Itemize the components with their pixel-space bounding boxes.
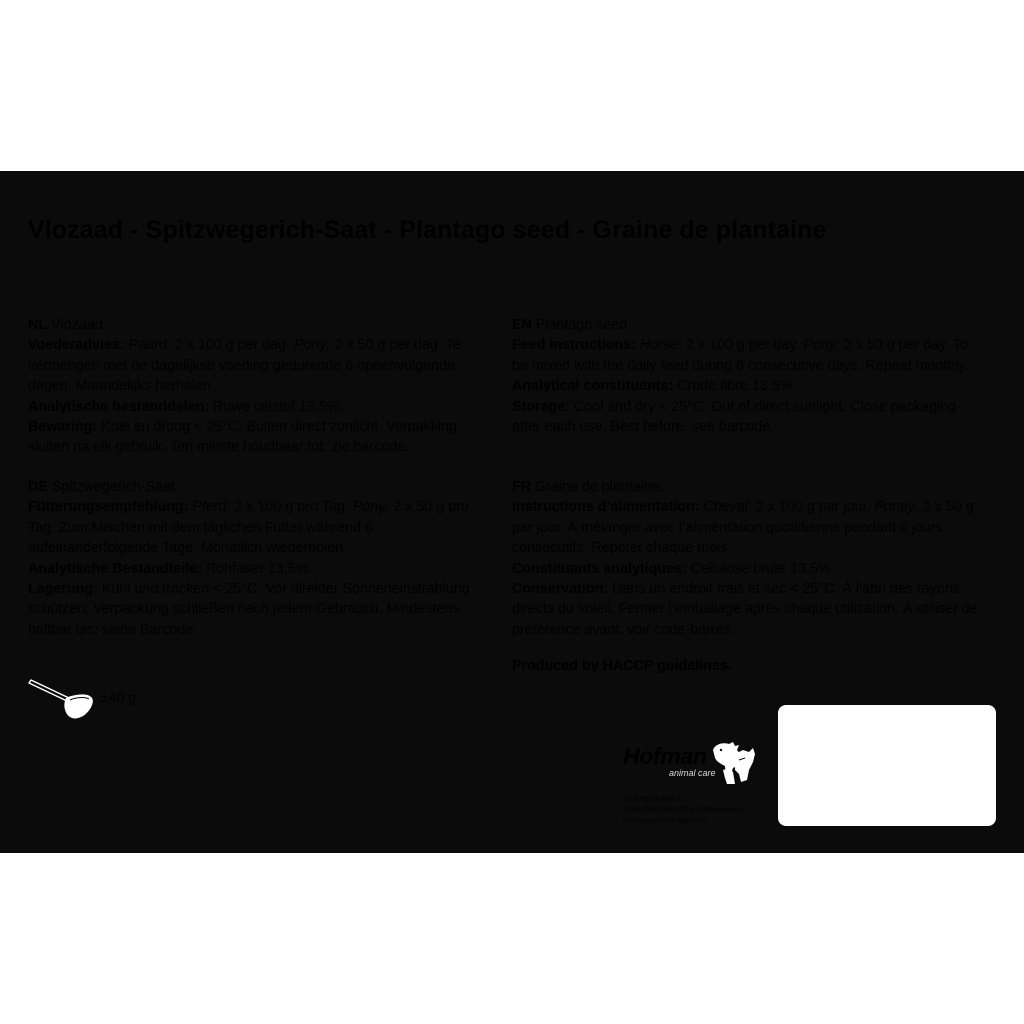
horse-cow-dog-icon bbox=[709, 740, 757, 786]
de-product-name: Spitzwegerich-Saat. bbox=[51, 479, 180, 495]
nl-feed-amount1: 2 x 100 g per dag. bbox=[174, 337, 291, 354]
brand-tagline: animal care bbox=[669, 768, 716, 778]
nl-storage-line bbox=[28, 417, 498, 458]
section-en bbox=[512, 315, 982, 437]
measuring-scoop-icon bbox=[26, 673, 96, 726]
brand-name: Hofman bbox=[623, 743, 707, 769]
de-feed-animal1: Pferd: bbox=[192, 499, 231, 516]
company-address bbox=[623, 793, 744, 826]
en-storage-line bbox=[512, 397, 982, 438]
en-feed-amount2: 2 x 50 g per day. To be mixed with the daily feed during 6 consecutive days. Repeat monthly. bbox=[512, 337, 969, 374]
nl-analysis-line bbox=[28, 397, 498, 417]
de-feed-line bbox=[28, 497, 498, 558]
de-storage-value: Kühl und trocken < 25°C. Vor direkter Sonneneinstrahlung schützen. Verpackung schließen nach jedem Gebrauch. Mindestens haltbar bis: siehe Barcode. bbox=[28, 581, 470, 638]
section-de bbox=[28, 477, 498, 640]
fr-product-name: Graine de plantaine. bbox=[535, 479, 664, 495]
address-city: 7468 DM Enter (The Netherlands) bbox=[623, 805, 744, 814]
nl-name-line bbox=[28, 315, 498, 335]
haccp-statement: Produced by HACCP guidelines. bbox=[512, 658, 732, 674]
fr-feed-amount2: 2 x 50 g par jour. À mélanger avec l’alimentation quotidienne pendant 6 jours consécutifs. Répéter chaque mois. bbox=[512, 499, 974, 557]
fr-name-line bbox=[512, 477, 982, 497]
en-name-line bbox=[512, 315, 982, 335]
nl-analysis-label: Analytische bestanddelen: bbox=[28, 398, 210, 415]
en-feed-animal2: Pony: bbox=[803, 337, 840, 354]
fr-storage-line bbox=[512, 579, 982, 640]
nl-feed-line bbox=[28, 335, 498, 396]
en-storage-label: Storage: bbox=[512, 398, 570, 415]
fr-feed-line bbox=[512, 497, 982, 558]
fr-feed-amount1: 2 x 100 g par jour. bbox=[755, 499, 871, 516]
en-analysis-label: Analytical constituents: bbox=[512, 378, 674, 395]
de-name-line bbox=[28, 477, 498, 497]
nl-feed-amount2: 2 x 50 g per dag. Te vermengen met de dagelijkse voeding gedurende 6 opeenvolgende dagen. Maandelijks herhalen. bbox=[28, 337, 461, 395]
de-storage-line bbox=[28, 579, 498, 640]
en-feed-line bbox=[512, 335, 982, 376]
nl-product-name: Vlozaad. bbox=[51, 317, 107, 333]
section-fr bbox=[512, 477, 982, 640]
en-product-name: Plantago seed. bbox=[535, 317, 632, 333]
nl-storage-label: Bewaring: bbox=[28, 419, 98, 436]
section-nl bbox=[28, 315, 498, 458]
de-feed-animal2: Pony: bbox=[352, 499, 390, 516]
en-feed-amount1: 2 x 100 g per day. bbox=[686, 337, 800, 354]
fr-feed-animal1: Cheval: bbox=[703, 499, 752, 516]
fr-storage-label: Conservation: bbox=[512, 581, 609, 598]
company-website: hofmananimalcare.com bbox=[623, 816, 707, 825]
de-analysis-label: Analytische Bestandteile: bbox=[28, 560, 202, 577]
de-analysis-line bbox=[28, 559, 498, 579]
nl-feed-animal1: Paard: bbox=[128, 337, 171, 354]
nl-feed-label: Voederadvies: bbox=[28, 337, 125, 354]
product-title: Vlozaad - Spitzwegerich-Saat - Plantago seed - Graine de plantaine bbox=[28, 216, 827, 244]
fr-analysis-value: Cellulose brute 13,5%. bbox=[690, 560, 835, 577]
fr-storage-value: Dans un endroit frais et sec < 25°C. À l’abri des rayons directs du soleil. Fermer l’emballage après chaque utilisation. À utiliser de préférence avant: voir code-barres. bbox=[512, 581, 978, 638]
de-lang-code: DE bbox=[28, 479, 48, 495]
fr-feed-label: Instructions d’alimentation: bbox=[512, 499, 700, 516]
de-storage-label: Lagerung: bbox=[28, 581, 98, 598]
en-storage-value: Cool and dry < 25°C. Out of direct sunlight. Close packaging after each use. Best before: see barcode. bbox=[512, 398, 957, 436]
nl-lang-code: NL bbox=[28, 317, 48, 333]
en-feed-label: Feed instructions: bbox=[512, 337, 636, 354]
en-feed-animal1: Horse: bbox=[639, 337, 683, 354]
nl-storage-value: Koel en droog < 25°C. Buiten direct zonlicht. Verpakking sluiten na elk gebruik. Ten minste houdbaar tot: zie barcode. bbox=[28, 419, 457, 456]
address-street: De Leemkoele 2 bbox=[623, 794, 682, 803]
fr-feed-animal2: Poney: bbox=[874, 499, 919, 516]
nl-feed-animal2: Pony: bbox=[294, 337, 331, 354]
de-analysis-value: Rohfaser 13,5%. bbox=[205, 560, 313, 577]
nl-analysis-value: Ruwe celstof 13,5%. bbox=[213, 398, 344, 415]
barcode-area bbox=[778, 705, 996, 826]
en-analysis-value: Crude fibre 13.5%. bbox=[677, 378, 797, 395]
en-lang-code: EN bbox=[512, 317, 532, 333]
de-feed-label: Fütterungsempfehlung: bbox=[28, 499, 189, 516]
fr-analysis-line bbox=[512, 559, 982, 579]
fr-analysis-label: Constituants analytiques: bbox=[512, 560, 687, 577]
de-feed-amount2: 2 x 50 g pro Tag. Zum Mischen mit dem täglichen Futter während 6 aufeinanderfolgende Tage. Monatlich wiederholen. bbox=[28, 499, 469, 557]
en-analysis-line bbox=[512, 376, 982, 396]
de-feed-amount1: 2 x 100 g pro Tag. bbox=[234, 499, 349, 516]
scoop-amount: ±40 g bbox=[101, 689, 136, 705]
fr-lang-code: FR bbox=[512, 479, 532, 495]
